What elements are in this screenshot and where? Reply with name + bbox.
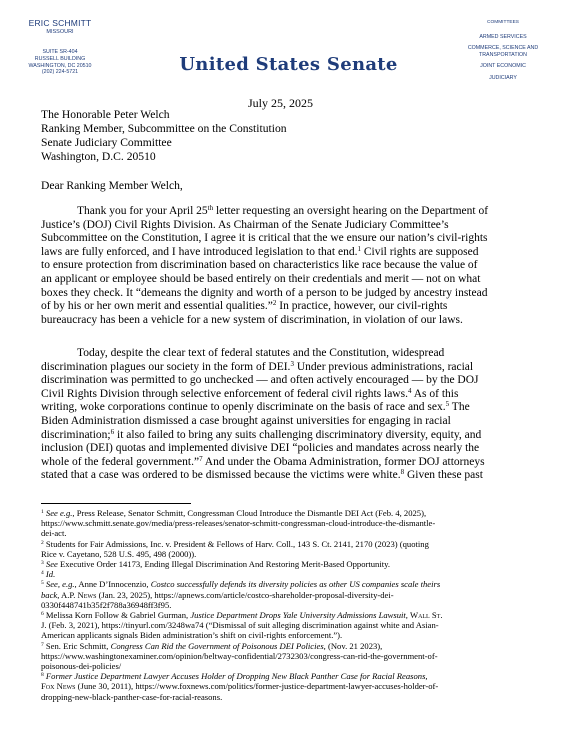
text-line [41,429,541,443]
text: Given these past [404,469,483,482]
text-line [41,388,541,402]
address-line: SUITE SR-404 [42,49,78,55]
text: stated that a case was ordered to be dismissed because the victims were white. [41,469,401,482]
signal: See e.g. [45,508,73,518]
text: F [41,681,46,692]
text: Executive Order 14173, Ending Illegal Discrimination And Restoring Merit-Based Opportunity. [57,559,390,570]
text: discrimination; [41,428,111,441]
text: As of this [411,387,459,400]
text-line [41,401,541,415]
recipient-line: Senate Judiciary Committee [41,136,172,149]
text: Civil Rights Division through selective enforcement of federal civil rights laws. [41,387,408,400]
text: American applicants signals Biden administration’s shift on civil-rights enforcement.”). [41,630,343,641]
footnote-number: 3 [41,560,44,567]
committee-item: JUDICIARY [489,74,517,81]
text: it also failed to bring any suits challenging discriminatory diversity, equity, and [114,428,482,441]
letter-date: July 25, 2025 [248,96,314,110]
text: , A.P. N [57,589,84,600]
text-line: inclusion (DEI) quotas and implemented divisive DEI “policies and mandates across nearly the [41,442,480,455]
committee-item: COMMERCE, SCIENCE AND TRANSPORTATION [467,45,539,58]
footnote-3 [41,559,541,569]
footnote-8 [41,671,541,702]
footnote-number: 6 [41,611,44,618]
text-line [41,205,541,219]
text: Sen. Eric Schmitt, [45,640,111,651]
title: Former Justice Department Lawyer Accuses Holder of Dropping New Black Panther Case for Racial Reasons [45,671,426,682]
text-line: boxes they check. It “demeans the dignity and worth of a person to be judged by ancestry instead [41,286,488,299]
text: The [449,401,470,414]
text: writing, woke corporations continue to openly discriminate on the basis of race and sex. [41,401,446,414]
superscript: th [207,204,214,212]
footnote-number: 4 [41,570,44,577]
text: In practice, however, our civil-rights [276,300,448,313]
text: And under the Obama Administration, former DOJ attorneys [202,455,485,468]
text-line: Subcommittee on the Constitution, I agree it is critical that the we ensure our nation’s civil-rights [41,232,488,245]
committee-item: ARMED SERVICES [479,33,527,40]
text: N [54,681,63,692]
text: of by his or her own merit and essential qualities.” [41,300,273,313]
url[interactable]: https://www.schmitt.senate.gov/media/press-releases/senator-schmitt-congressman-cloud-introduce-the-dismantle- [41,518,436,529]
text: letter requesting an oversight hearing on the Department of [213,205,489,217]
text: ox [45,681,55,692]
signal: Id. [45,569,56,580]
title: back [41,589,58,600]
footnote-6 [41,610,541,641]
text-line: discrimination was permitted to go unchecked — and often actively encouraged — by the DOJ [41,374,479,387]
signal: See [45,559,58,570]
footnote-number: 7 [41,641,44,648]
text: , [425,671,428,682]
salutation: Dear Ranking Member Welch, [41,179,183,192]
url[interactable]: (Jan. 23, 2025), https://apnews.com/article/costco-shareholder-proposal-diversity-dei- [96,589,394,600]
senate-masthead: United States Senate [179,54,398,75]
url[interactable]: (June 30, 2011), https://www.foxnews.com/politics/former-justice-department-lawyer-accuses-holder-of- [75,681,439,692]
text-line [41,361,541,375]
text-line: bureaucracy has been a vehicle for a new system of discrimination, in violation of our laws. [41,313,463,326]
address-line: (202) 224-5721 [41,69,79,76]
address-line: RUSSELL BUILDING [34,55,86,62]
text: laws are fully enforced, and I have introduced legislation to that end. [41,245,358,258]
recipient-address [41,108,287,164]
text: , (Nov. 21 2023), [323,640,383,651]
text: ews [83,589,97,600]
footnote-ref: 6 [110,427,115,436]
committees-list [443,20,563,86]
footnote-7 [41,641,541,672]
footnote-number: 5 [41,580,44,587]
address-line: WASHINGTON, DC 20510 [28,62,92,69]
senator-state: MISSOURI [46,29,74,35]
footnote-1 [41,508,541,539]
footnote-divider [41,503,191,504]
text: S [429,610,437,621]
footnote-4 [41,569,541,579]
text: , W [405,610,419,621]
text: all [418,610,430,621]
footnote-ref: 8 [400,468,405,477]
text: Students for Fair Admissions, Inc. v. President & Fellows of Harv. Coll., 143 S. Ct. 2141, 2170 (2023) (quoting [45,538,429,549]
paragraph-1 [41,205,541,327]
text: discrimination plagues our society in the form of DEI. [41,360,291,373]
senator-name: ERIC SCHMITT [28,18,92,28]
text: Civil rights are supposed [360,245,479,258]
text: J. (Feb. 3, 2021), https://tinyurl.com/3248wa74 (“Dismissal of suit alleging discrimination against white and Asian- [41,620,439,631]
url[interactable]: dei-act. [41,528,67,539]
text-line [41,246,541,260]
footnote-ref: 3 [290,359,294,368]
footnote-ref: 5 [445,400,450,409]
footnote-2 [41,539,541,559]
text: Under previous administrations, racial [293,360,474,373]
text-line: Justice’s (DOJ) Civil Rights Division. As Chairman of the Senate Judiciary Committee’s [41,218,449,231]
footnote-number: 2 [41,539,44,546]
footnote-ref: 2 [272,299,277,308]
footnote-number: 8 [41,672,44,679]
text: ews [62,681,76,692]
text-line [41,469,541,483]
recipient-line: The Honorable Peter Welch [41,108,170,121]
paragraph-2 [41,347,541,483]
text-line: an applicant or employee should be based entirely on their credentials and merit — not on what [41,272,481,285]
url[interactable]: dropping-new-black-panther-case-for-racial-reasons. [41,691,223,702]
text: Thank you for your April 25 [77,205,208,217]
footnote-5 [41,579,541,610]
url[interactable]: poisonous-dei-policies/ [41,661,122,672]
url[interactable]: 0330f448741b35f2f788a36948ff3f95. [41,599,172,610]
title: Congress Can Rid the Government of Poisonous DEI Policies [110,640,324,651]
text: Melissa Korn Follow & Gabriel Gurman, [45,610,191,621]
title: Costco successfully defends its diversity policies as other US companies scale theirs [150,579,441,590]
committees-title: COMMITTEES [487,20,519,25]
text-line [41,456,541,470]
text-line: to ensure protection from discrimination based on characteristics like race because the value of [41,259,478,272]
signal: See, e.g. [45,579,75,590]
text: , Press Release, Senator Schmitt, Congressman Cloud Introduce the Dismantle DEI Act (Feb. 4, 2025), [72,508,427,518]
text: , Anne D’Innocenzio, [74,579,151,590]
text: Rice v. Cayetano, 528 U.S. 495, 498 (2000)). [41,548,197,559]
recipient-line: Washington, D.C. 20510 [41,150,156,163]
text: t [436,610,441,621]
text: . [440,610,443,621]
text: whole of the federal government.” [41,455,200,468]
committee-item: JOINT ECONOMIC [480,63,526,69]
text-line: Today, despite the clear text of federal statutes and the Constitution, widespread [77,347,445,359]
footnote-number: 1 [41,509,44,515]
footnote-ref: 1 [357,244,361,253]
text-line [41,300,541,314]
text-line: Biden Administration dismissed a case brought against universities for engaging in racial [41,414,451,427]
footnote-ref: 4 [407,386,412,395]
footnote-ref: 7 [199,454,203,463]
title: Justice Department Drops Yale University Admissions Lawsuit [190,610,406,621]
recipient-line: Ranking Member, Subcommittee on the Constitution [41,122,287,135]
footnotes [41,508,541,702]
url[interactable]: https://www.washingtonexaminer.com/opinion/beltway-confidential/2732303/congress-can-rid-the-government-of- [41,650,438,661]
